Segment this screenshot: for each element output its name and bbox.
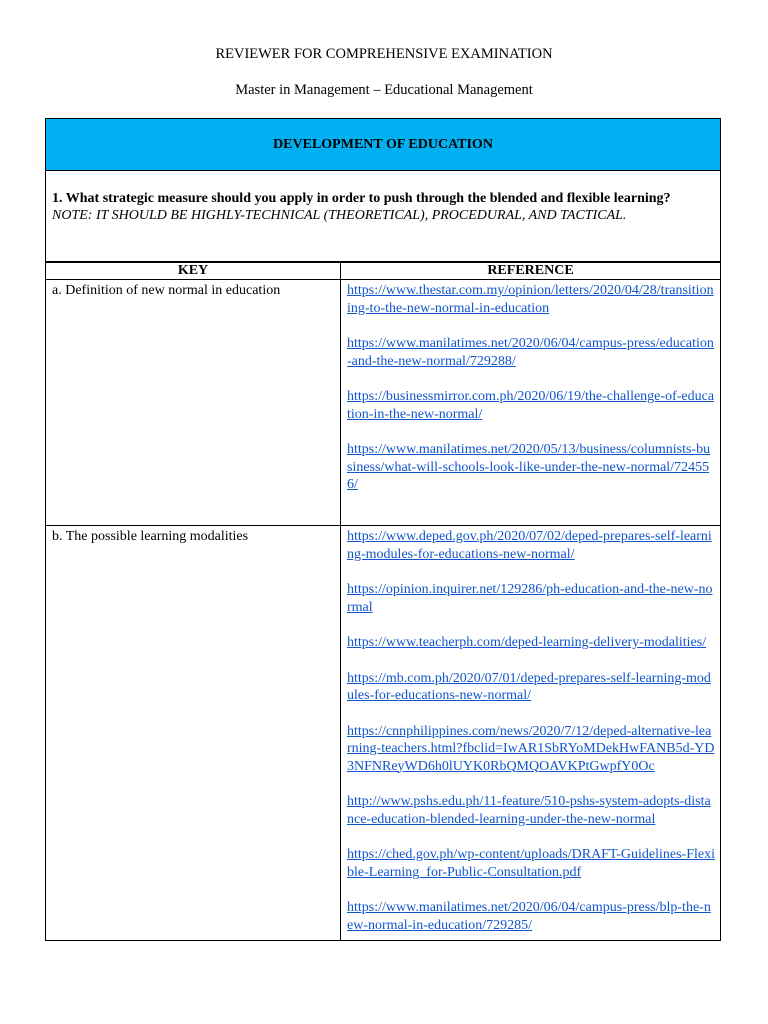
document-subtitle: Master in Management – Educational Management [235,82,533,98]
question-box [45,171,721,262]
question-note: NOTE: IT SHOULD BE HIGHLY-TECHNICAL (THEORETICAL), PROCEDURAL, AND TACTICAL. [52,208,627,223]
reference-link[interactable]: https://cnnphilippines.com/news/2020/7/12/deped-alternative-learning-teachers.html?fbclid=IwAR1SbRYoMDekHwFANB5d-YD3NFNReyWD6h0lUYK0RbQMQOAVKPtGwpfY0Oc [347,723,715,774]
reference-link[interactable]: http://www.pshs.edu.ph/11-feature/510-pshs-system-adopts-distance-education-blended-learning-under-the-new-normal [347,794,711,827]
reference-link[interactable]: https://www.manilatimes.net/2020/05/13/business/columnists-business/what-will-schools-look-like-under-the-new-normal/724556/ [347,442,711,492]
reference-link[interactable]: https://mb.com.ph/2020/07/01/deped-prepares-self-learning-modules-for-educations-new-normal/ [347,670,711,703]
column-header-reference: REFERENCE [341,263,721,280]
reference-link[interactable]: https://www.teacherph.com/deped-learning-delivery-modalities/ [347,635,707,650]
section-banner: DEVELOPMENT OF EDUCATION [45,118,721,171]
reference-link[interactable]: https://www.manilatimes.net/2020/06/04/campus-press/education-and-the-new-normal/729288/ [347,336,714,369]
reference-link[interactable]: https://www.deped.gov.ph/2020/07/02/deped-prepares-self-learning-modules-for-educations-new-normal/ [347,529,712,562]
reference-link[interactable]: https://businessmirror.com.ph/2020/06/19/the-challenge-of-education-in-the-new-normal/ [347,389,715,422]
reference-cell [341,280,721,526]
column-header-key: KEY [46,263,341,280]
table-row [46,280,721,526]
reference-link[interactable]: https://www.thestar.com.my/opinion/letters/2020/04/28/transitioning-to-the-new-normal-in-education [347,283,714,316]
reference-cell [341,526,721,941]
key-cell: a. Definition of new normal in education [46,280,341,526]
key-cell: b. The possible learning modalities [46,526,341,941]
reference-link[interactable]: https://ched.gov.ph/wp-content/uploads/DRAFT-Guidelines-Flexible-Learning_for-Public-Consultation.pdf [347,847,715,880]
reference-link[interactable]: https://opinion.inquirer.net/129286/ph-education-and-the-new-normal [347,582,713,615]
reference-table [45,262,721,941]
document-title: REVIEWER FOR COMPREHENSIVE EXAMINATION [215,46,553,62]
question-text: 1. What strategic measure should you apply in order to push through the blended and flexible learning? [52,191,671,206]
table-row [46,526,721,941]
table-header-row [46,263,721,280]
reference-link[interactable]: https://www.manilatimes.net/2020/06/04/campus-press/blp-the-new-normal-in-education/729285/ [347,900,711,933]
